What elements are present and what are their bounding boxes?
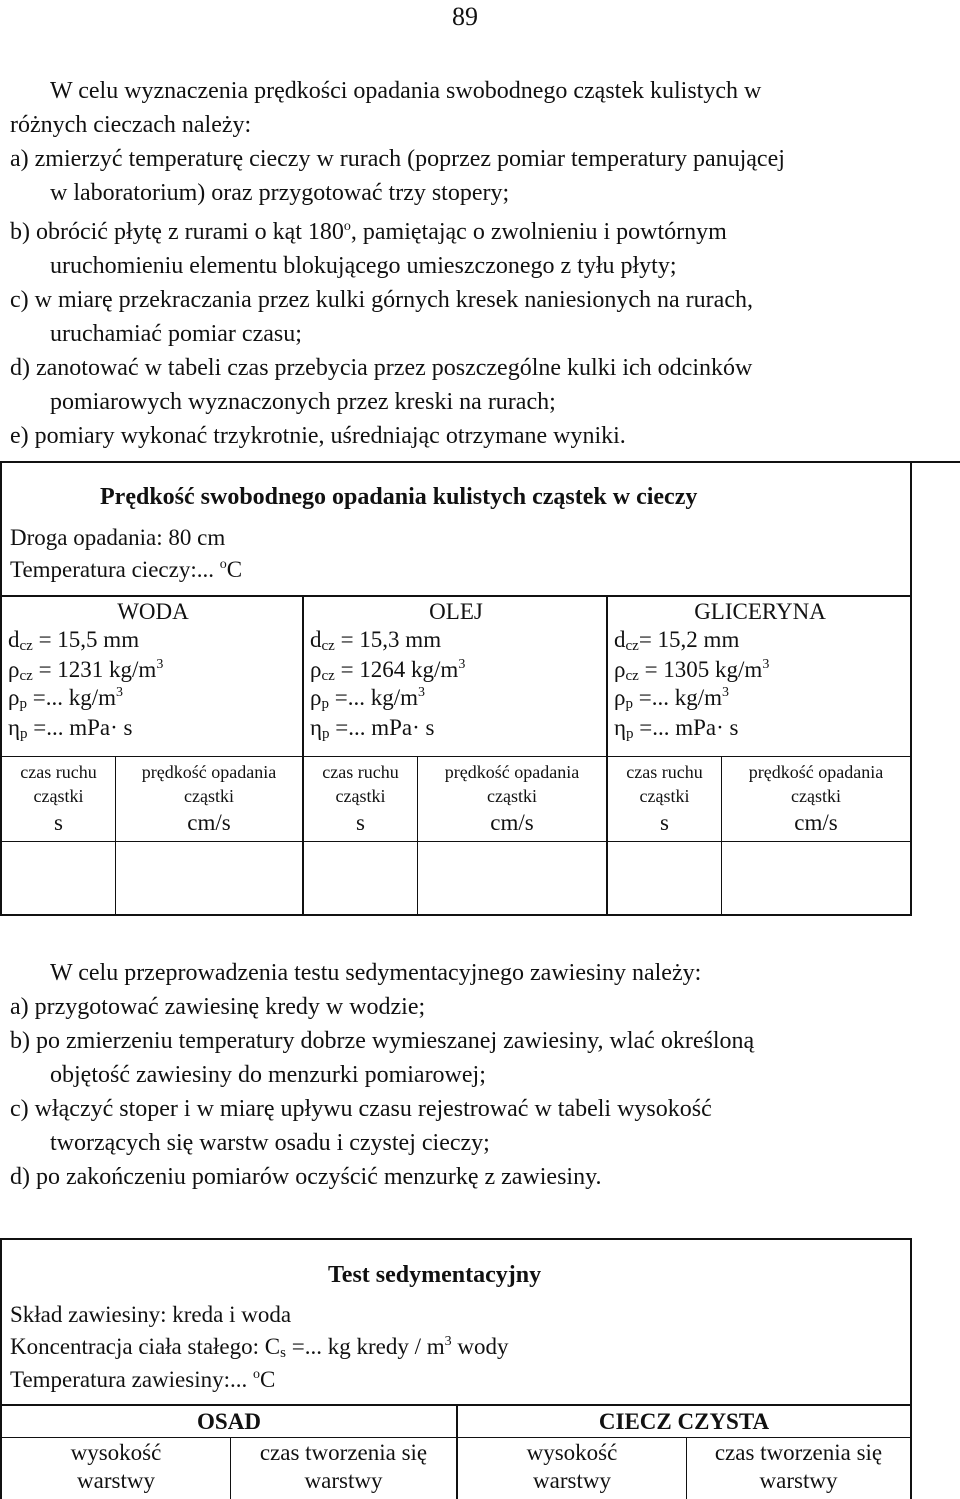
step-d-cont: pomiarowych wyznaczonych przez kreski na rurach;: [50, 389, 556, 415]
liquid-density: $\rho_p$ =... $kg/m^3$: [8, 685, 123, 712]
liquid-viscosity: $\eta_p$ =... mPa· s: [614, 715, 739, 742]
liquid-viscosity: $\eta_p$ =... mPa· s: [8, 715, 133, 742]
liquid-name: OLEJ: [429, 599, 483, 624]
page-number: 89: [452, 2, 478, 31]
step-c: c) włączyć stoper i w miarę upływu czasu rejestrować w tabeli wysokość: [10, 1096, 712, 1122]
col-header-speed: prędkość opadania cząstki: [141, 762, 277, 806]
liquid-column-oil: [306, 599, 606, 743]
col-header-time: czas ruchu cząstki: [626, 762, 703, 806]
col-header-height: wysokość warstwy: [526, 1440, 618, 1493]
unit-speed: cm/s: [490, 810, 534, 835]
step-c-cont: uruchamiać pomiar czasu;: [50, 321, 302, 347]
col-header-time: czas ruchu cząstki: [20, 762, 97, 806]
col-header-speed: prędkość opadania cząstki: [444, 762, 580, 806]
section1-instructions: [10, 74, 958, 453]
step-d: d) po zakończeniu pomiarów oczyścić menzurkę z zawiesiny.: [10, 1164, 602, 1190]
col-header-formation-time: czas tworzenia się warstwy: [259, 1440, 428, 1493]
group-sediment: OSAD: [197, 1409, 261, 1434]
liquid-column-water: [4, 599, 302, 743]
particle-density: $\rho_{cz} = 1231$ $kg/m^3$: [8, 657, 164, 684]
liquid-name: WODA: [117, 599, 189, 624]
table2-title: Test sedymentacyjny: [328, 1262, 542, 1288]
col-header-speed: prędkość opadania cząstki: [748, 762, 884, 806]
suspension-composition: Skład zawiesiny: kreda i woda: [10, 1302, 292, 1327]
liquid-viscosity: $\eta_p$ =... mPa· s: [310, 715, 435, 742]
step-b: b) obrócić płytę z rurami o kąt 180$^o$, pamiętając o zwolnieniu i powtórnym: [10, 219, 727, 245]
liquid-column-glycerine: [610, 599, 910, 743]
unit-time: s: [54, 810, 63, 835]
step-c-cont: tworzących się warstw osadu i czystej cieczy;: [50, 1130, 490, 1156]
unit-time: s: [660, 810, 669, 835]
particle-density: $\rho_{cz} = 1305$ $kg/m^3$: [614, 657, 770, 684]
unit-speed: cm/s: [794, 810, 838, 835]
col-header-formation-time: czas tworzenia się warstwy: [714, 1440, 883, 1493]
section2-instructions: [10, 956, 958, 1194]
step-b-cont: uruchomieniu elementu blokującego umieszczonego z tyłu płyty;: [50, 253, 677, 279]
suspension-temperature: Temperatura zawiesiny:... $^o$C: [10, 1367, 276, 1392]
liquid-temperature: Temperatura cieczy:... $^o$C: [10, 557, 243, 582]
section1-intro: W celu wyznaczenia prędkości opadania swobodnego cząstek kulistych w: [50, 78, 762, 104]
liquid-density: $\rho_p$ =... $kg/m^3$: [614, 685, 729, 712]
particle-diameter: $d_{cz}= 15,2$ mm: [614, 627, 740, 654]
liquid-density: $\rho_p$ =... $kg/m^3$: [310, 685, 425, 712]
particle-diameter: $d_{cz} = 15,5$ mm: [8, 627, 140, 654]
particle-diameter: $d_{cz} = 15,3$ mm: [310, 627, 442, 654]
step-e: e) pomiary wykonać trzykrotnie, uśredniając otrzymane wyniki.: [10, 423, 626, 449]
particle-density: $\rho_{cz} = 1264$ $kg/m^3$: [310, 657, 466, 684]
fall-distance: Droga opadania: 80 cm: [10, 525, 226, 550]
col-header-time: czas ruchu cząstki: [322, 762, 399, 806]
unit-speed: cm/s: [187, 810, 231, 835]
liquid-name: GLICERYNA: [694, 599, 826, 624]
solids-concentration: Koncentracja ciała stałego: $C_s$ =... kg kredy / $m^3$ wody: [10, 1334, 509, 1361]
step-a-cont: w laboratorium) oraz przygotować trzy stopery;: [50, 180, 510, 206]
section1-intro-cont: różnych cieczach należy:: [10, 112, 252, 138]
step-d: d) zanotować w tabeli czas przebycia przez poszczególne kulki ich odcinków: [10, 355, 753, 381]
unit-time: s: [356, 810, 365, 835]
step-a: a) zmierzyć temperaturę cieczy w rurach (poprzez pomiar temperatury panującej: [10, 146, 785, 172]
step-b-cont: objętość zawiesiny do menzurki pomiarowej;: [50, 1062, 486, 1088]
step-a: a) przygotować zawiesinę kredy w wodzie;: [10, 994, 426, 1020]
group-clear-liquid: CIECZ CZYSTA: [598, 1409, 770, 1434]
col-header-height: wysokość warstwy: [70, 1440, 162, 1493]
step-c: c) w miarę przekraczania przez kulki górnych kresek naniesionych na rurach,: [10, 287, 753, 313]
section2-intro: W celu przeprowadzenia testu sedymentacyjnego zawiesiny należy:: [50, 960, 702, 986]
step-b: b) po zmierzeniu temperatury dobrze wymieszanej zawiesiny, wlać określoną: [10, 1028, 755, 1054]
table1-title: Prędkość swobodnego opadania kulistych cząstek w cieczy: [100, 484, 698, 510]
